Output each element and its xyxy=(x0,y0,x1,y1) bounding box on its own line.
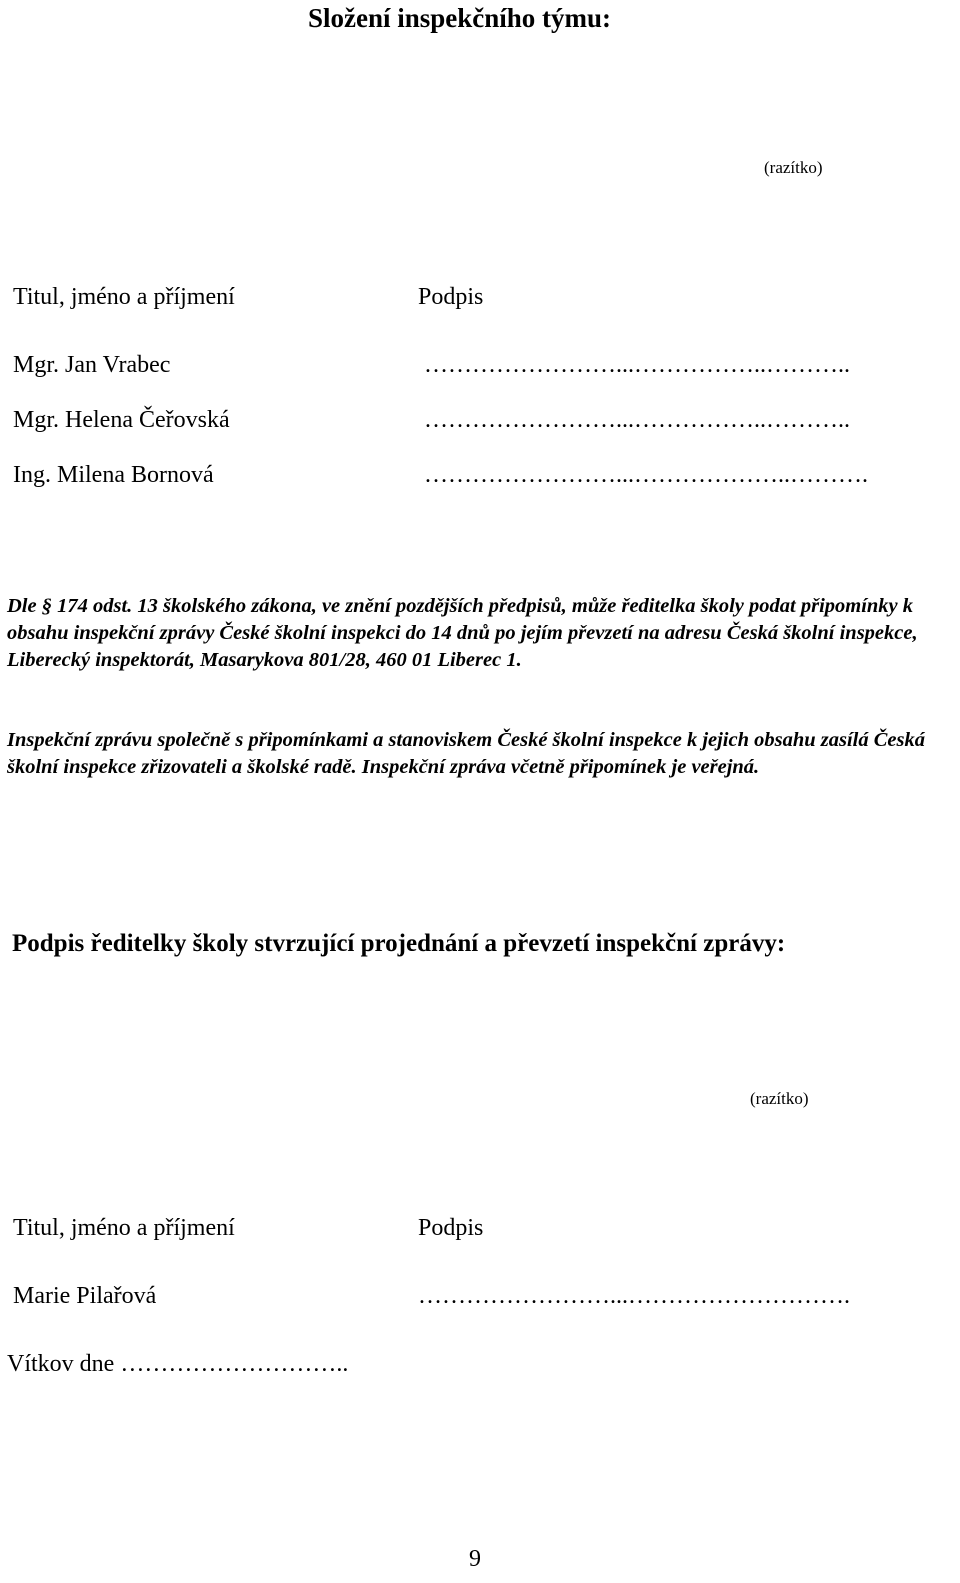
signature-column-header: Podpis xyxy=(418,284,484,310)
stamp-label: (razítko) xyxy=(750,1089,809,1108)
stamp-label: (razítko) xyxy=(764,158,823,177)
team-member-name: Ing. Milena Bornová xyxy=(13,462,214,488)
signature-line: ……………………...………………..………. xyxy=(424,462,868,488)
principal-name: Marie Pilařová xyxy=(13,1283,157,1309)
team-member-name: Mgr. Helena Čeřovská xyxy=(13,407,230,433)
report-distribution-paragraph: Inspekční zprávu společně s připomínkami a stanoviskem České školní inspekce k jejich obsahu zasílá Česká školní inspekce zřizovateli a školské radě. Inspekční zpráva včetně připomínek je veřejná. xyxy=(7,729,926,778)
notice-prefix: Dle xyxy=(7,595,37,617)
signature-line: ……………………...……………..……….. xyxy=(424,407,850,433)
name-column-header: Titul, jméno a příjmení xyxy=(13,284,235,310)
comments-notice-paragraph xyxy=(7,593,952,674)
date-line: Vítkov dne ……………………….. xyxy=(7,1351,349,1377)
section-sign: § xyxy=(41,595,52,617)
principal-signature-line: ……………………...………………………. xyxy=(418,1283,850,1309)
name-column-header: Titul, jméno a příjmení xyxy=(13,1215,235,1241)
notice-body: 174 odst. 13 školského zákona, ve znění pozdějších předpisů, může ředitelka školy podat připomínky k obsahu inspekční zprávy České školní inspekci do 14 dnů po jejím převzetí na adresu Česká školní inspekce, Liberecký inspektorát, Masarykova 801/28, 460 01 Liberec 1. xyxy=(7,595,918,671)
team-member-name: Mgr. Jan Vrabec xyxy=(13,352,171,378)
principal-section-title: Podpis ředitelky školy stvrzující projednání a převzetí inspekční zprávy: xyxy=(12,930,786,957)
page-number: 9 xyxy=(469,1546,481,1572)
team-section-title: Složení inspekčního týmu: xyxy=(308,3,612,33)
signature-line: ……………………...……………..……….. xyxy=(424,352,850,378)
signature-column-header: Podpis xyxy=(418,1215,484,1241)
